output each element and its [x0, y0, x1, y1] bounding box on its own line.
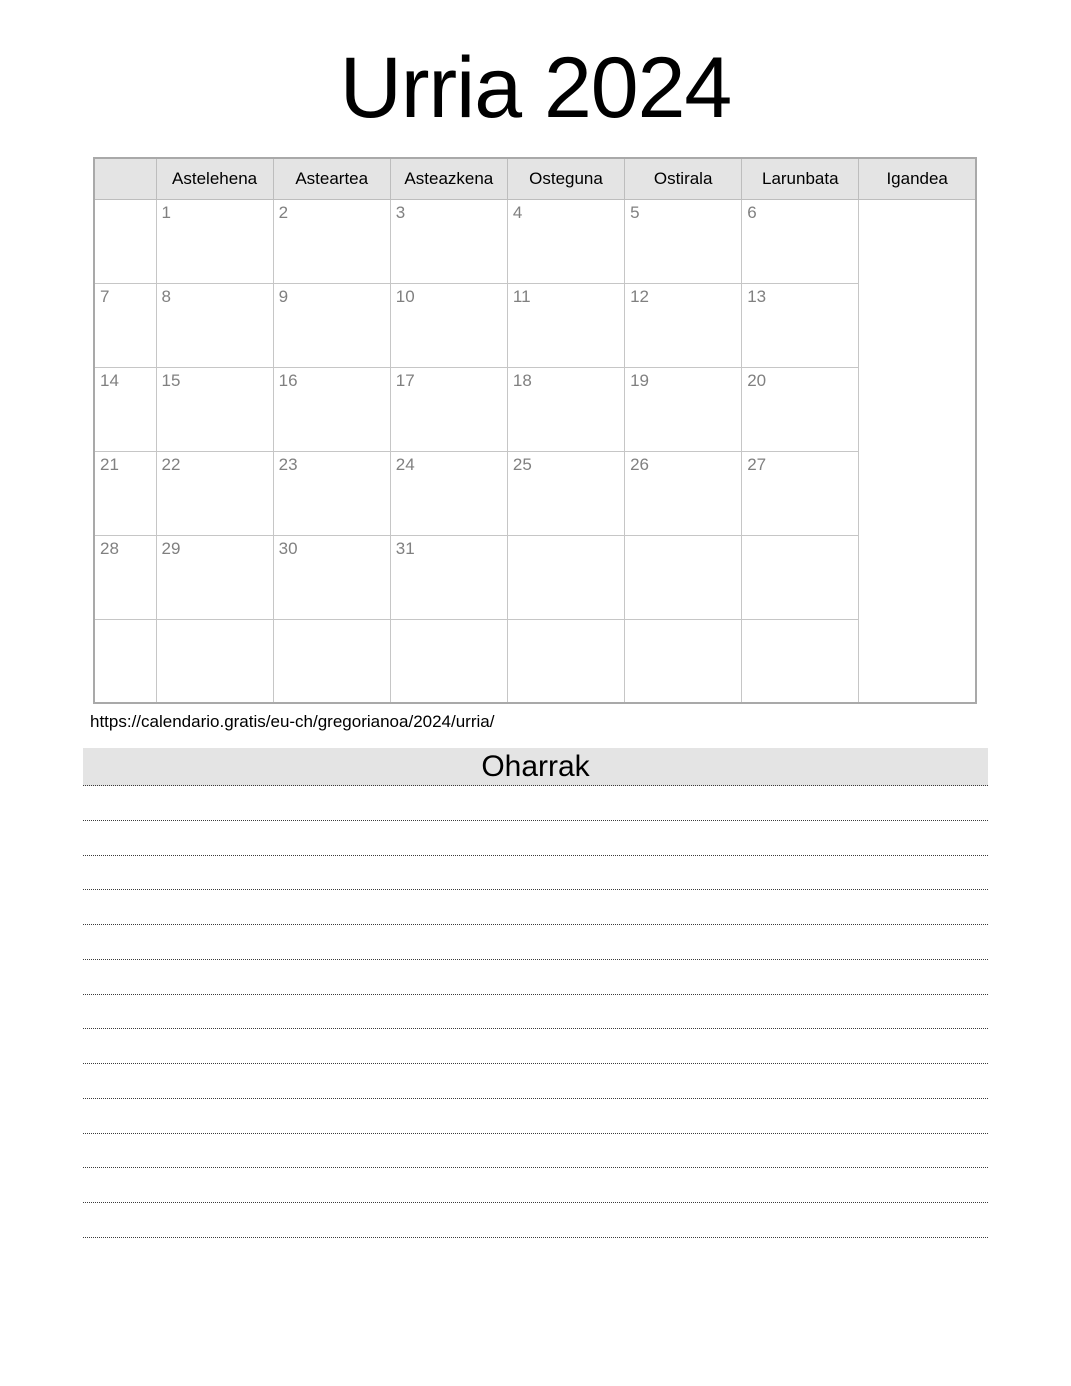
- calendar-day-cell: [625, 367, 742, 451]
- notes-header: [83, 748, 988, 786]
- calendar-day-cell: [625, 451, 742, 535]
- calendar-week-row: [94, 199, 976, 283]
- note-line: [83, 925, 988, 960]
- note-line: [83, 856, 988, 891]
- weekday-header: Larunbata: [742, 158, 859, 199]
- calendar-day-cell: [273, 535, 390, 619]
- weekday-header: Ostirala: [625, 158, 742, 199]
- calendar-week-row: [94, 451, 976, 535]
- calendar-day-cell: [507, 451, 624, 535]
- calendar-day-cell: [273, 199, 390, 283]
- calendar-week-row: [94, 619, 976, 703]
- calendar-container: [93, 157, 977, 704]
- note-line: [83, 1134, 988, 1169]
- calendar-day-cell: [507, 199, 624, 283]
- calendar-day-cell: [94, 283, 156, 367]
- calendar-week-row: [94, 283, 976, 367]
- calendar-day-cell: [390, 367, 507, 451]
- calendar-day-cell: [742, 283, 859, 367]
- calendar-day-cell: [94, 535, 156, 619]
- calendar-empty-cell: [390, 619, 507, 703]
- day-number: 3: [395, 202, 406, 222]
- note-line: [83, 1064, 988, 1099]
- day-number: 29: [161, 538, 181, 558]
- calendar-day-cell: [94, 367, 156, 451]
- note-line: [83, 1168, 988, 1203]
- calendar-empty-cell: [156, 619, 273, 703]
- calendar-empty-cell: [94, 199, 156, 283]
- weekday-header: Igandea: [859, 158, 976, 199]
- day-number: 12: [630, 286, 649, 306]
- note-line: [83, 1099, 988, 1134]
- day-number: 13: [747, 286, 767, 306]
- calendar-empty-cell: [94, 619, 156, 703]
- weekday-header: Astelehena: [156, 158, 273, 199]
- notes-section: [83, 748, 988, 1238]
- note-line: [83, 786, 988, 821]
- note-line: [83, 821, 988, 856]
- calendar-day-cell: [156, 451, 273, 535]
- day-number: 26: [630, 454, 649, 474]
- day-number: 10: [395, 286, 415, 306]
- note-line: [83, 890, 988, 925]
- calendar-week-row: [94, 367, 976, 451]
- day-number: 25: [512, 454, 532, 474]
- day-number: 2: [278, 202, 289, 222]
- calendar-week-row: [94, 535, 976, 619]
- calendar-day-cell: [156, 367, 273, 451]
- day-number: 20: [747, 370, 767, 390]
- day-number: 19: [630, 370, 649, 390]
- note-line: [83, 1029, 988, 1064]
- calendar-day-cell: [156, 283, 273, 367]
- day-number: 31: [395, 538, 415, 558]
- calendar-table: [93, 157, 977, 704]
- calendar-empty-cell: [742, 535, 859, 619]
- notes-title: Oharrak: [481, 750, 590, 783]
- calendar-day-cell: [273, 367, 390, 451]
- page-title: Urria 2024: [339, 40, 732, 136]
- day-number: 23: [278, 454, 298, 474]
- day-number: 15: [161, 370, 181, 390]
- calendar-header-row: [94, 158, 976, 199]
- weekday-header: Asteartea: [273, 158, 390, 199]
- day-number: 9: [278, 286, 289, 306]
- calendar-day-cell: [390, 199, 507, 283]
- calendar-empty-cell: [507, 535, 624, 619]
- day-number: 1: [161, 202, 171, 222]
- calendar-body: [94, 199, 976, 703]
- day-number: 16: [278, 370, 298, 390]
- day-number: 6: [747, 202, 757, 222]
- calendar-day-cell: [273, 283, 390, 367]
- day-number: 11: [512, 286, 531, 306]
- calendar-day-cell: [625, 199, 742, 283]
- week-number-column: [94, 158, 156, 199]
- source-url-text: https://calendario.gratis/eu-ch/gregorianoa/2024/urria/: [90, 712, 495, 731]
- calendar-day-cell: [94, 451, 156, 535]
- calendar-empty-cell: [273, 619, 390, 703]
- note-line: [83, 995, 988, 1030]
- calendar-day-cell: [156, 199, 273, 283]
- calendar-day-cell: [625, 283, 742, 367]
- day-number: 7: [100, 286, 110, 306]
- calendar-empty-cell: [625, 619, 742, 703]
- day-number: 18: [512, 370, 532, 390]
- day-number: 22: [161, 454, 181, 474]
- notes-lines: [83, 786, 988, 1238]
- day-number: 28: [100, 538, 119, 558]
- calendar-empty-cell: [507, 619, 624, 703]
- note-line: [83, 960, 988, 995]
- day-number: 27: [747, 454, 767, 474]
- calendar-day-cell: [742, 451, 859, 535]
- calendar-day-cell: [390, 535, 507, 619]
- weekday-header: Osteguna: [507, 158, 624, 199]
- calendar-day-cell: [742, 199, 859, 283]
- calendar-day-cell: [507, 367, 624, 451]
- note-line: [83, 1203, 988, 1238]
- day-number: 5: [630, 202, 640, 222]
- calendar-day-cell: [507, 283, 624, 367]
- calendar-day-cell: [742, 367, 859, 451]
- weekday-header: Asteazkena: [390, 158, 507, 199]
- day-number: 24: [395, 454, 415, 474]
- day-number: 17: [395, 370, 415, 390]
- calendar-day-cell: [156, 535, 273, 619]
- day-number: 4: [512, 202, 523, 222]
- calendar-day-cell: [390, 283, 507, 367]
- calendar-day-cell: [273, 451, 390, 535]
- calendar-day-cell: [390, 451, 507, 535]
- calendar-empty-cell: [742, 619, 859, 703]
- day-number: 21: [100, 454, 119, 474]
- day-number: 14: [100, 370, 119, 390]
- day-number: 8: [161, 286, 171, 306]
- calendar-empty-cell: [625, 535, 742, 619]
- day-number: 30: [278, 538, 298, 558]
